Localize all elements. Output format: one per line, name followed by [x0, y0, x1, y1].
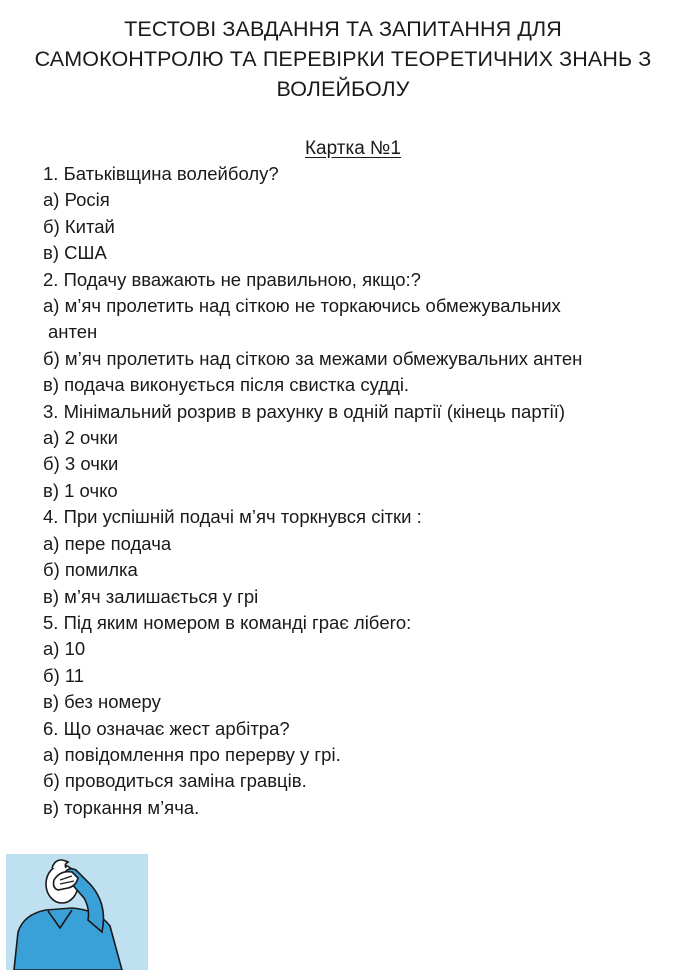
title-line-2: САМОКОНТРОЛЮ ТА ПЕРЕВІРКИ ТЕОРЕТИЧНИХ ЗНАНЬ З: [34, 47, 652, 71]
question-1-option-a: а) Росія: [43, 189, 110, 211]
question-2-text: 2. Подачу вважають не правильною, якщо:?: [43, 268, 421, 290]
question-6-text: 6. Що означає жест арбітра?: [43, 717, 290, 739]
title-line-3: ВОЛЕЙБОЛУ: [276, 77, 410, 101]
question-3-option-a: а) 2 очки: [43, 427, 118, 449]
title-line-1: ТЕСТОВІ ЗАВДАННЯ ТА ЗАПИТАННЯ ДЛЯ: [124, 17, 562, 41]
question-2-option-b: б) м’яч пролетить над сіткою за межами обмежувальних антен: [43, 347, 583, 369]
card-number-label: Картка №1: [304, 138, 401, 159]
question-1-option-c: в) США: [43, 242, 107, 264]
question-6-option-c: в) торкання м’яча.: [43, 796, 200, 818]
question-4-option-c: в) м’яч залишається у грі: [43, 585, 259, 607]
question-1-option-b: б) Китай: [43, 215, 115, 237]
question-5-text: 5. Під яким номером в команді грає лібero:: [43, 611, 412, 633]
question-4-option-b: б) помилка: [43, 559, 138, 581]
test-questions: [43, 161, 683, 821]
question-2-option-a: а) м’яч пролетить над сіткою не торкаючись обмежувальних: [43, 295, 561, 317]
question-6-option-a: а) повідомлення про перерву у грі.: [43, 743, 341, 765]
question-3-option-b: б) 3 очки: [43, 453, 119, 475]
question-6-option-b: б) проводиться заміна гравців.: [43, 770, 307, 792]
question-5-option-b: б) 11: [43, 664, 85, 686]
document-title: [0, 14, 686, 104]
question-2-option-a-continued: антен: [48, 321, 98, 343]
referee-gesture-illustration: [6, 854, 148, 970]
question-3-option-c: в) 1 очко: [43, 479, 118, 501]
question-3-text: 3. Мінімальний розрив в рахунку в одній партії (кінець партії): [43, 400, 566, 422]
question-1-text: 1. Батьківщина волейболу?: [43, 163, 279, 184]
question-4-option-a: а) пере подача: [43, 532, 172, 554]
question-5-option-c: в) без номеру: [43, 691, 161, 713]
hair-shape: [52, 860, 68, 868]
question-2-option-c: в) подача виконується після свистка судді.: [43, 374, 410, 396]
card-heading: [0, 137, 686, 161]
referee-gesture-icon: [6, 854, 148, 970]
question-5-option-a: а) 10: [43, 638, 86, 660]
question-4-text: 4. При успішній подачі м’яч торкнувся сітки :: [43, 506, 422, 528]
